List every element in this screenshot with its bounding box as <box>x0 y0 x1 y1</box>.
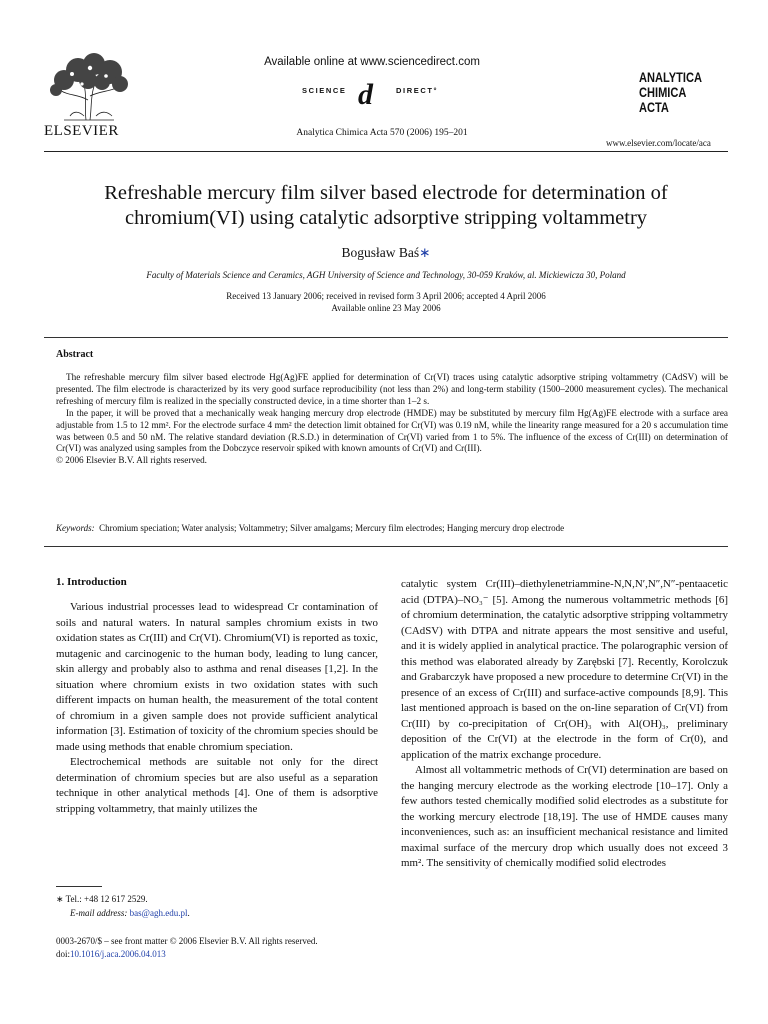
article-author <box>44 245 728 261</box>
article-title: Refreshable mercury film silver based electrode for determination of chromium(VI) using catalytic adsorptive stripping voltammetry <box>104 182 668 229</box>
sciencedirect-mark-icon: d <box>358 78 375 111</box>
doi-line <box>56 948 318 961</box>
abstract-heading: Abstract <box>56 349 94 360</box>
sciencedirect-logo[interactable] <box>292 78 472 110</box>
abstract-divider-top <box>44 337 728 338</box>
sciencedirect-right-word: DIRECT° <box>396 86 439 95</box>
email-label: E-mail address: <box>70 908 128 918</box>
issn-line: 0003-2670/$ – see front matter © 2006 Elsevier B.V. All rights reserved. <box>56 936 318 946</box>
journal-title-line: CHIMICA <box>639 85 687 100</box>
available-online-link[interactable]: Available online at www.sciencedirect.com <box>264 56 480 68</box>
abstract-divider-bottom <box>44 546 728 547</box>
abstract-paragraph: The refreshable mercury film silver based electrode Hg(Ag)FE applied for determination of Cr(VI) traces using catalytic adsorptive striping voltammetry (CAdSV) will be presented. The film electrode is characterized by its very good surface reproducibility (not less than 2%) and long-term stability (1500–2000 measurement cycles). The mechanical refreshing of mercury film is realized in the specially constructed device, in a time shorter than 1–2 s. <box>56 372 728 406</box>
available-date: Available online 23 May 2006 <box>331 303 441 313</box>
body-column-right <box>401 577 728 872</box>
doi-label: doi: <box>56 949 71 959</box>
author-affiliation: Faculty of Materials Science and Ceramics, AGH University of Science and Technology, 30-059 Kraków, al. Mickiewicza 30, Poland <box>146 270 626 280</box>
author-footnote-link[interactable]: ∗ <box>419 245 431 260</box>
abstract-body <box>56 372 728 467</box>
article-dates <box>44 290 728 314</box>
keywords <box>56 523 728 533</box>
body-paragraph: Electrochemical methods are suitable not only for the direct determination of chromium species but are also useful as a separation technique in other analytical methods [4]. One of them is adsorptive stripping voltammetry, that mainly utilizes the <box>56 756 378 815</box>
abstract-copyright: © 2006 Elsevier B.V. All rights reserved. <box>56 455 207 466</box>
keywords-list: Chromium speciation; Water analysis; Voltammetry; Silver amalgams; Mercury film electrodes; Hanging mercury drop electrode <box>99 523 565 533</box>
journal-title <box>639 70 702 115</box>
section-heading: 1. Introduction <box>56 576 127 588</box>
journal-title-line: ACTA <box>639 100 669 115</box>
received-dates: Received 13 January 2006; received in revised form 3 April 2006; accepted 4 April 2006 <box>226 291 546 301</box>
body-paragraph: Various industrial processes lead to widespread Cr contamination of soils and natural waters. In natural samples chromium exists in two oxidation states as Cr(III) and Cr(VI). Chromium(VI) is reported as toxic, mutagenic and carcinogenic to the human body, leading to lung cancer, skin allergy and probably also to asthma and renal diseases [1,2]. In the situation where chromium exists in two oxidation states with such different impacts on human health, the measurement of the total content of chromium in a given sample does not provide sufficient analytical information [3]. Estimation of toxicity of the chromium species should be made using methods that enable chromium speciation. <box>56 601 378 753</box>
abstract-paragraph: In the paper, it will be proved that a mechanically weak hanging mercury drop electrode (HMDE) may be substituted by mercury film Hg(Ag)FE electrode with a surface area adjustable from 1.5 to 12 mm². For the electrode surface 4 mm² the detection limit obtained for Cr(VI) was 0.19 nM, while the linearity range measured for a 20 s accumulation time was between 0.5 and 50 nM. The relative standard deviation (R.S.D.) in determination of Cr(VI) varied from 1 to 5%. The influence of the excess of Cr(III) on determination of Cr(VI) was analyzed using samples from the Dobczyce reservoir spiked with known amounts of Cr(VI) and Cr(III). <box>56 407 728 454</box>
body-column-left <box>56 600 378 817</box>
keywords-label: Keywords: <box>56 523 95 533</box>
body-paragraph: catalytic system Cr(III)–diethylenetriammine-N,N,N′,N″,N″-pentaacetic acid (DTPA)–NO₃⁻ [5]. Among the numerous voltammetric methods [6] of chromium determination, the catalytic adsorptive stripping voltammetry (CAdSV) with DTPA and nitrate appears the most sensitive and useful, and it is widely applied in analytical practice. The polarographic version of this method was elaborated already by Zarębski [7]. Recently, Korolczuk and Grabarczyk have proposed a new procedure to determine Cr(VI) in the presence of an excess of Cr(III) and surface-active compounds [8,9]. This last mentioned approach is based on the on-line separation of Cr(VI) from Cr(III) by co-precipitation of Cr(OH)₃ with Al(OH)₃, preliminary deposition of the Cr(VI) at the electrode in the form of Cr(0), and application of the matrix exchange procedure. <box>401 578 729 761</box>
journal-title-line: ANALYTICA <box>639 70 702 85</box>
footnote-tel: ∗ Tel.: +48 12 617 2529. <box>56 894 148 904</box>
author-name: Bogusław Baś <box>341 245 420 260</box>
sciencedirect-left-word: SCIENCE <box>302 86 347 95</box>
footnote-email: E-mail address: bas@agh.edu.pl. <box>70 908 190 918</box>
publisher-name: ELSEVIER <box>44 123 119 139</box>
issn-footer <box>56 935 318 961</box>
journal-citation: Analytica Chimica Acta 570 (2006) 195–201 <box>296 128 468 138</box>
body-paragraph: Almost all voltammetric methods of Cr(VI) determination are based on the hanging mercury electrode as the working electrode [10–17]. Only a few authors tested chemically modified solid electrodes as a substitute for the working mercury electrode [18,19]. The use of HMDE causes many inconveniences, such as: an insufficient mechanical resistance and limited maximal surface of the mercury drop which usually does not exceed 3 mm². The sensitivity of chemically modified solid electrodes <box>401 764 728 869</box>
author-footnote <box>56 892 190 920</box>
header-divider <box>44 151 728 152</box>
doi-link[interactable]: 10.1016/j.aca.2006.04.013 <box>70 949 166 959</box>
journal-url-link[interactable]: www.elsevier.com/locate/aca <box>606 138 711 148</box>
footnote-divider <box>56 886 102 887</box>
email-link[interactable]: bas@agh.edu.pl <box>129 908 188 918</box>
